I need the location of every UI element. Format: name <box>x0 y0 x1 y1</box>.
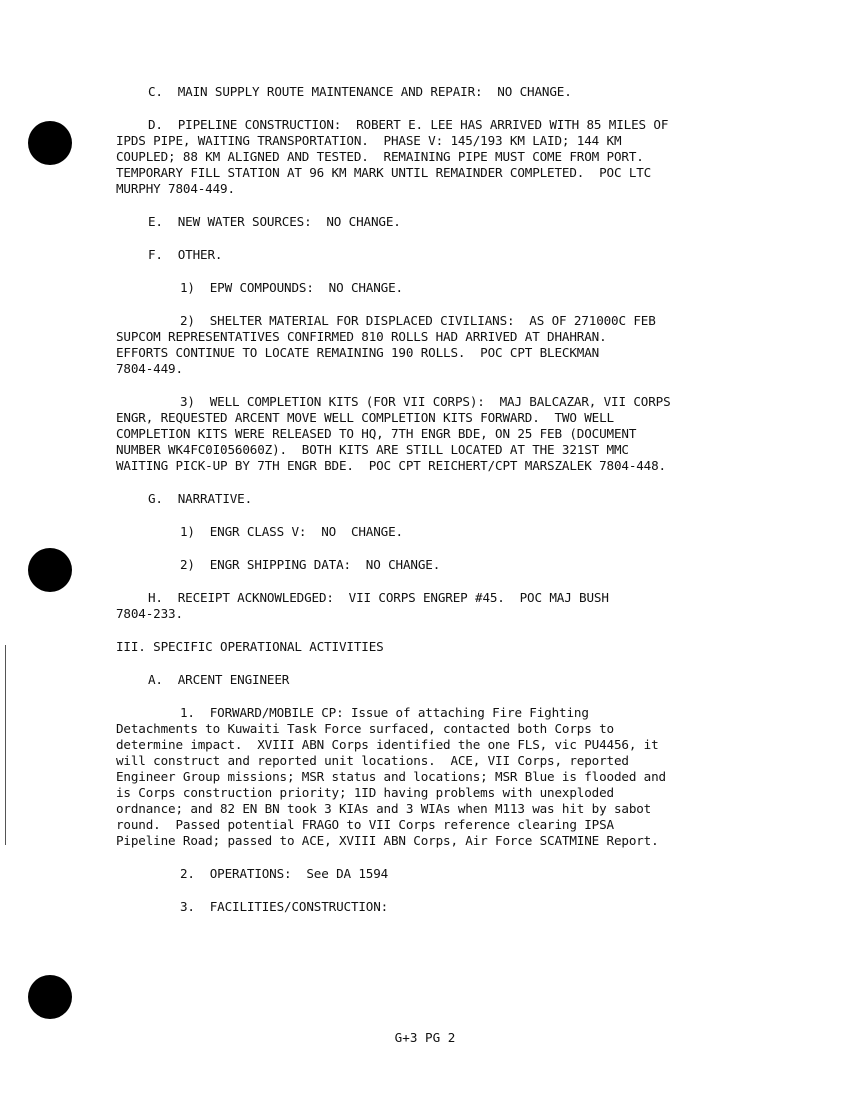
punch-hole <box>28 548 72 592</box>
text-line: SUPCOM REPRESENTATIVES CONFIRMED 810 ROLLS HAD ARRIVED AT DHAHRAN. <box>116 329 607 344</box>
text-line: 1. FORWARD/MOBILE CP: Issue of attaching Fire Fighting <box>180 705 589 720</box>
text-line: ordnance; and 82 EN BN took 3 KIAs and 3 WIAs when M113 was hit by sabot <box>116 801 652 816</box>
text-line: Pipeline Road; passed to ACE, XVIII ABN Corps, Air Force SCATMINE Report. <box>116 833 659 848</box>
text-line: NUMBER WK4FC0I056060Z). BOTH KITS ARE STILL LOCATED AT THE 321ST MMC <box>116 442 629 457</box>
text-line: IPDS PIPE, WAITING TRANSPORTATION. PHASE V: 145/193 KM LAID; 144 KM <box>116 133 622 148</box>
punch-hole <box>28 975 72 1019</box>
text-line: 2. OPERATIONS: See DA 1594 <box>180 866 389 881</box>
text-line: D. PIPELINE CONSTRUCTION: ROBERT E. LEE HAS ARRIVED WITH 85 MILES OF <box>148 117 669 132</box>
text-line: ENGR, REQUESTED ARCENT MOVE WELL COMPLETION KITS FORWARD. TWO WELL <box>116 410 614 425</box>
text-line: will construct and reported unit locations. ACE, VII Corps, reported <box>116 753 629 768</box>
text-line: determine impact. XVIII ABN Corps identified the one FLS, vic PU4456, it <box>116 737 659 752</box>
text-line: 3) WELL COMPLETION KITS (FOR VII CORPS): MAJ BALCAZAR, VII CORPS <box>180 394 671 409</box>
text-line: III. SPECIFIC OPERATIONAL ACTIVITIES <box>116 639 384 654</box>
text-line: E. NEW WATER SOURCES: NO CHANGE. <box>148 214 401 229</box>
text-line: EFFORTS CONTINUE TO LOCATE REMAINING 190 ROLLS. POC CPT BLECKMAN <box>116 345 600 360</box>
text-line: COMPLETION KITS WERE RELEASED TO HQ, 7TH ENGR BDE, ON 25 FEB (DOCUMENT <box>116 426 637 441</box>
text-line: 3. FACILITIES/CONSTRUCTION: <box>180 899 389 914</box>
punch-hole <box>28 121 72 165</box>
margin-line <box>5 645 6 845</box>
text-line: 1) EPW COMPOUNDS: NO CHANGE. <box>180 280 403 295</box>
text-line: G. NARRATIVE. <box>148 491 253 506</box>
page-footer: G+3 PG 2 <box>394 1030 456 1045</box>
text-line: 7804-449. <box>116 361 183 376</box>
text-line: round. Passed potential FRAGO to VII Corps reference clearing IPSA <box>116 817 614 832</box>
text-line: 7804-233. <box>116 606 183 621</box>
text-line: WAITING PICK-UP BY 7TH ENGR BDE. POC CPT REICHERT/CPT MARSZALEK 7804-448. <box>116 458 666 473</box>
text-line: F. OTHER. <box>148 247 223 262</box>
text-line: Engineer Group missions; MSR status and locations; MSR Blue is flooded and <box>116 769 666 784</box>
text-line: A. ARCENT ENGINEER <box>148 672 290 687</box>
text-line: COUPLED; 88 KM ALIGNED AND TESTED. REMAINING PIPE MUST COME FROM PORT. <box>116 149 644 164</box>
text-line: 1) ENGR CLASS V: NO CHANGE. <box>180 524 403 539</box>
text-line: TEMPORARY FILL STATION AT 96 KM MARK UNTIL REMAINDER COMPLETED. POC LTC <box>116 165 652 180</box>
text-line: 2) ENGR SHIPPING DATA: NO CHANGE. <box>180 557 441 572</box>
text-line: is Corps construction priority; 1ID having problems with unexploded <box>116 785 614 800</box>
text-line: C. MAIN SUPPLY ROUTE MAINTENANCE AND REPAIR: NO CHANGE. <box>148 84 572 99</box>
text-line: 2) SHELTER MATERIAL FOR DISPLACED CIVILIANS: AS OF 271000C FEB <box>180 313 656 328</box>
text-line: H. RECEIPT ACKNOWLEDGED: VII CORPS ENGREP #45. POC MAJ BUSH <box>148 590 609 605</box>
text-line: Detachments to Kuwaiti Task Force surfaced, contacted both Corps to <box>116 721 614 736</box>
text-line: MURPHY 7804-449. <box>116 181 235 196</box>
